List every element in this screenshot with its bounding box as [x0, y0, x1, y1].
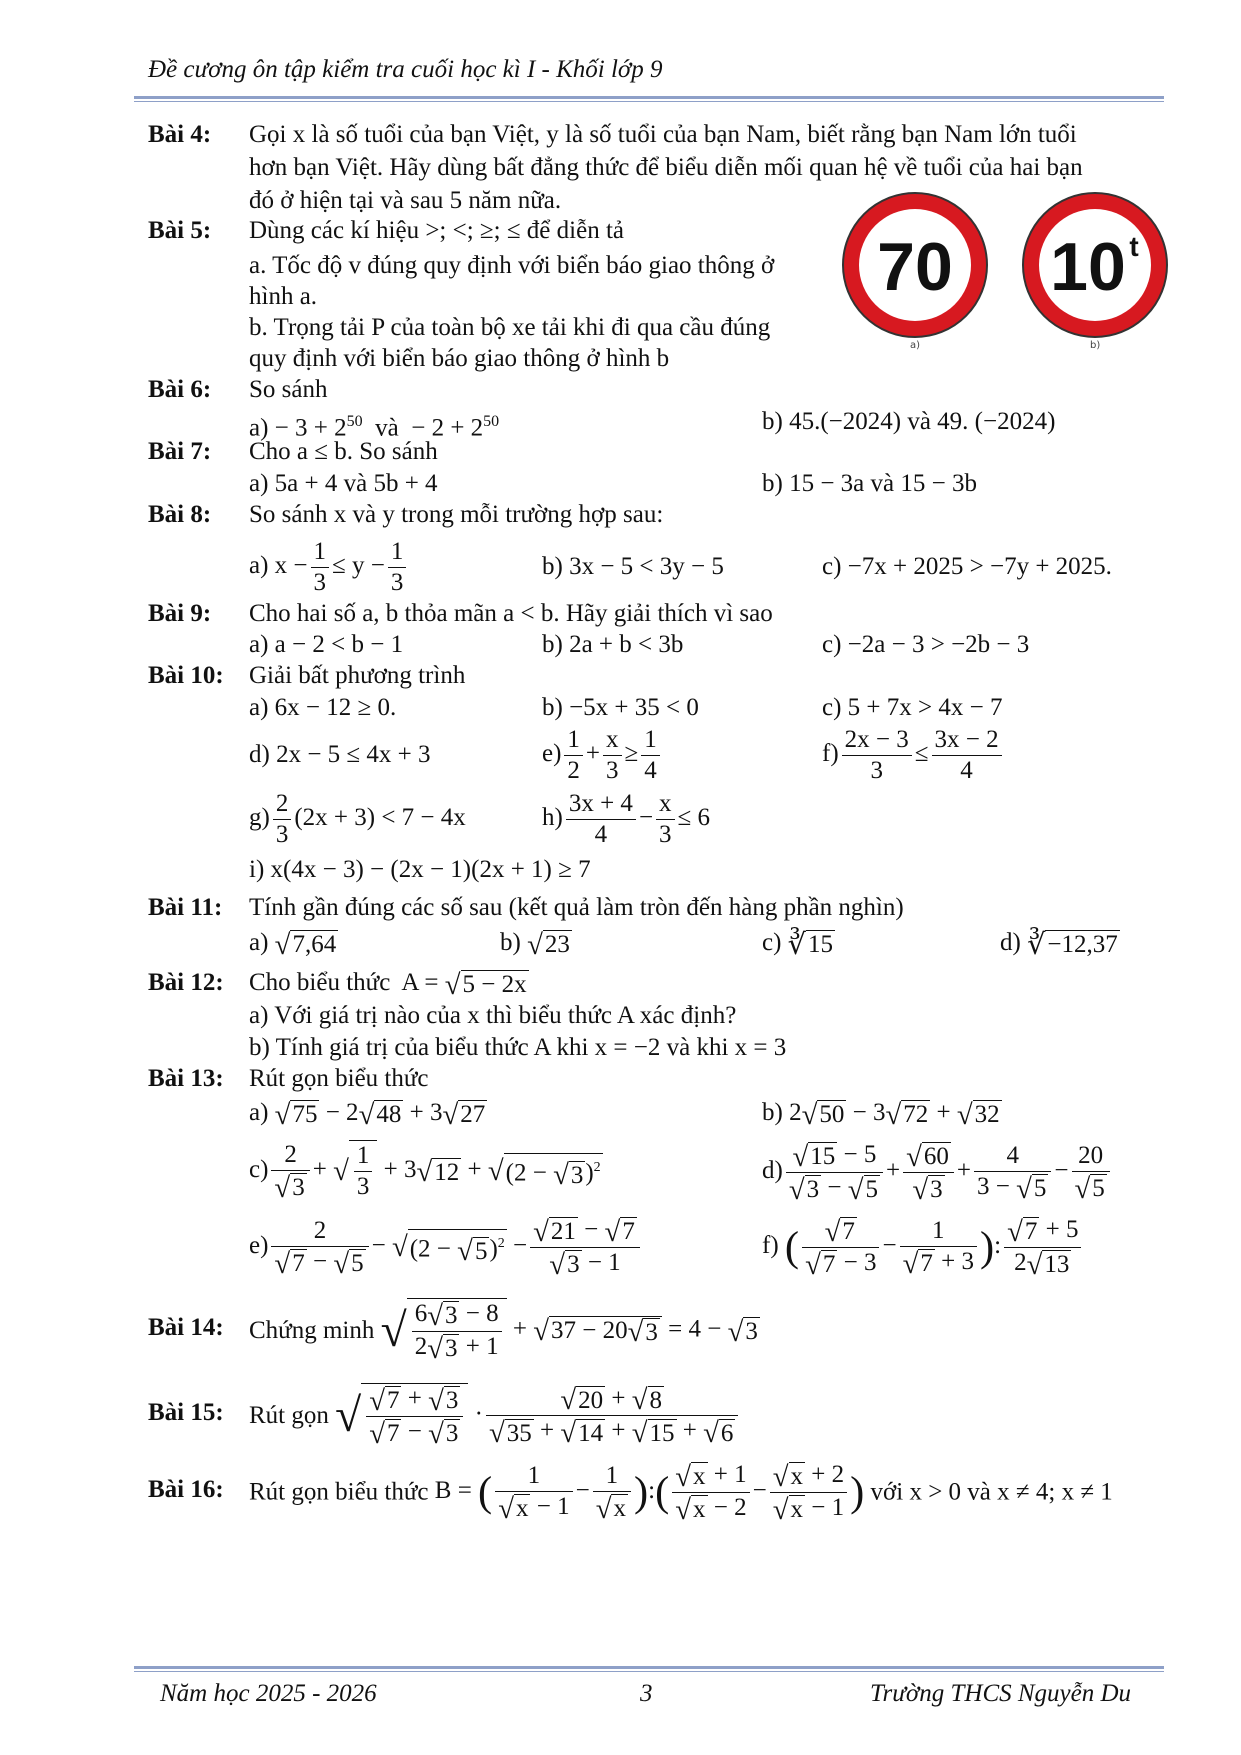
b9-title: Cho hai số a, b thỏa mãn a < b. Hãy giải thích vì sao [249, 600, 773, 627]
b13-b: b) 2√50 − 3√72 + √32 [762, 1098, 1000, 1131]
b5-b-line-2: quy định với biển báo giao thông ở hình b [249, 345, 670, 372]
b13-d: d) $\frac{√15 - 5}{√3 - √5}$ + $\frac{√60}{√3}$ + $\frac{4}{3 - √5}$ − $\frac{20}{√5}$ [762, 1140, 1113, 1205]
page-header: Đề cương ôn tập kiểm tra cuối học kì I - Khối lớp 9 [148, 56, 663, 83]
label-bai-6: Bài 6: [148, 376, 212, 403]
footer-school-year: Năm học 2025 - 2026 [160, 1680, 377, 1707]
b5-line-1: Dùng các kí hiệu >; <; ≥; ≤ để diễn tả [249, 217, 624, 244]
b8-c: c) −7x + 2025 > −7y + 2025. [822, 553, 1112, 580]
b10-d: d) 2x − 5 ≤ 4x + 3 [249, 741, 431, 768]
label-bai-8: Bài 8: [148, 501, 212, 528]
header-rule-thin [134, 101, 1164, 102]
page-number: 3 [640, 1680, 653, 1707]
footer-rule-thin [134, 1671, 1164, 1672]
header-rule [134, 96, 1164, 99]
b13-c: c) $\frac{2}{√3}$ + √ $\frac{1}{3}$ + $3√12 + √(2 - √3)^2$ [249, 1141, 601, 1204]
label-bai-11: Bài 11: [148, 894, 223, 921]
sign-a-value: 70 [877, 229, 953, 305]
b12-b: b) Tính giá trị của biểu thức A khi x = −2 và khi x = 3 [249, 1034, 787, 1061]
b6-title: So sánh [249, 376, 328, 403]
b9-a: a) a − 2 < b − 1 [249, 631, 404, 658]
b7-b: b) 15 − 3a và 15 − 3b [762, 470, 977, 497]
b5-a-line-1: a. Tốc độ v đúng quy định với biển báo giao thông ở [249, 252, 775, 279]
b10-i: i) x(4x − 3) − (2x − 1)(2x + 1) ≥ 7 [249, 856, 591, 883]
label-bai-14: Bài 14: [148, 1314, 224, 1341]
b13-a: a) √75 − 2√48 + 3√27 [249, 1098, 486, 1131]
b10-c: c) 5 + 7x > 4x − 7 [822, 694, 1003, 721]
sign-b-value: 10 [1050, 229, 1126, 305]
b6-b: b) 45.(−2024) và 49. (−2024) [762, 408, 1056, 435]
b4-line-1: Gọi x là số tuổi của bạn Việt, y là số tuổi của bạn Nam, biết rằng bạn Nam lớn tuổi [249, 121, 1077, 148]
b10-h: h) $\frac{3x + 4}{4}$ − $\frac{x}{3}$ ≤ 6 [542, 790, 711, 848]
b16-expr: Rút gọn biểu thức B = ( $\frac{1}{√x - 1}$ − $\frac{1}{√x}$ ):( $\frac{√x + 1}{√x - 2}$ − $\frac{√x + 2}{√x - 1}$ ) với x > 0 và x ≠ 4; x ≠ 1 [249, 1460, 1113, 1526]
b7-a: a) 5a + 4 và 5b + 4 [249, 470, 438, 497]
b10-g: g) $\frac{2}{3}$ (2x + 3) < 7 − 4x [249, 790, 466, 848]
b9-c: c) −2a − 3 > −2b − 3 [822, 631, 1030, 658]
b13-title: Rút gọn biểu thức [249, 1065, 429, 1092]
label-bai-9: Bài 9: [148, 600, 212, 627]
label-bai-13: Bài 13: [148, 1065, 224, 1092]
b13-f: f) ( $\frac{√7}{√7 - 3}$ − $\frac{1}{√7 + 3}$ ): $\frac{√7 + 5}{2√13}$ [762, 1215, 1084, 1280]
b12-title: Cho biểu thức A = √5 − 2x [249, 968, 527, 1001]
footer-school-name: Trường THCS Nguyễn Du [870, 1680, 1132, 1707]
b11-c: c) ∛15 [762, 928, 833, 961]
weight-limit-sign [1020, 190, 1170, 340]
b11-b: b) √23 [500, 928, 570, 961]
b10-f: f) $\frac{2x - 3}{3}$ ≤ $\frac{3x - 2}{4}$ [822, 725, 1005, 786]
label-bai-5: Bài 5: [148, 217, 212, 244]
b5-a-line-2: hình a. [249, 283, 318, 310]
b8-a: a) x − $\frac{1}{3}$ ≤ y − $\frac{1}{3}$ [249, 537, 409, 598]
b11-a: a) √7,64 [249, 928, 337, 961]
b15-expr: Rút gọn √ $\frac{√7 + √3}{√7 - √3}$ · $\frac{√20 + √8}{√35 + √14 + √15 + √6}$ [249, 1383, 741, 1449]
label-bai-12: Bài 12: [148, 969, 224, 996]
footer-rule [134, 1666, 1164, 1669]
sign-b-caption: b) [1090, 340, 1101, 351]
label-bai-4: Bài 4: [148, 121, 212, 148]
b4-line-2: hơn bạn Việt. Hãy dùng bất đẳng thức để biểu diễn mối quan hệ về tuổi của hai bạn [249, 154, 1083, 181]
b8-title: So sánh x và y trong mỗi trường hợp sau: [249, 501, 664, 528]
label-bai-7: Bài 7: [148, 438, 212, 465]
label-bai-10: Bài 10: [148, 662, 224, 689]
b13-e: e) $\frac{2}{√7 - √5}$ − $√(2 - √5)^2$ − $\frac{√21 - √7}{√3 - 1}$ [249, 1215, 643, 1280]
b11-title: Tính gần đúng các số sau (kết quả làm tròn đến hàng phần nghìn) [249, 894, 904, 921]
sign-b-unit: t [1129, 231, 1139, 262]
b4-line-3: đó ở hiện tại và sau 5 năm nữa. [249, 187, 562, 214]
sign-a-caption: a) [910, 340, 921, 351]
b8-b: b) 3x − 5 < 3y − 5 [542, 553, 724, 580]
b10-e: e) $\frac{1}{2}$ + $\frac{x}{3}$ ≥ $\frac{1}{4}$ [542, 725, 663, 786]
b5-b-line-1: b. Trọng tải P của toàn bộ xe tải khi đi qua cầu đúng [249, 314, 771, 341]
b7-title: Cho a ≤ b. So sánh [249, 438, 438, 465]
speed-limit-sign [840, 190, 990, 340]
label-bai-15: Bài 15: [148, 1399, 224, 1426]
b10-b: b) −5x + 35 < 0 [542, 694, 699, 721]
b10-a: a) 6x − 12 ≥ 0. [249, 694, 397, 721]
b14-expr: Chứng minh √ $\frac{6√3 - 8}{2√3 + 1}$ + √37 − 20√3 = 4 − √3 [249, 1299, 758, 1365]
b11-d: d) ∛−12,37 [1000, 928, 1118, 961]
b6-a: $a) - 3 + 2^{50}$ và − $2 + 2^{50}$ [249, 413, 500, 442]
b9-b: b) 2a + b < 3b [542, 631, 684, 658]
label-bai-16: Bài 16: [148, 1476, 224, 1503]
b10-title: Giải bất phương trình [249, 662, 466, 689]
b12-a: a) Với giá trị nào của x thì biểu thức A xác định? [249, 1002, 737, 1029]
